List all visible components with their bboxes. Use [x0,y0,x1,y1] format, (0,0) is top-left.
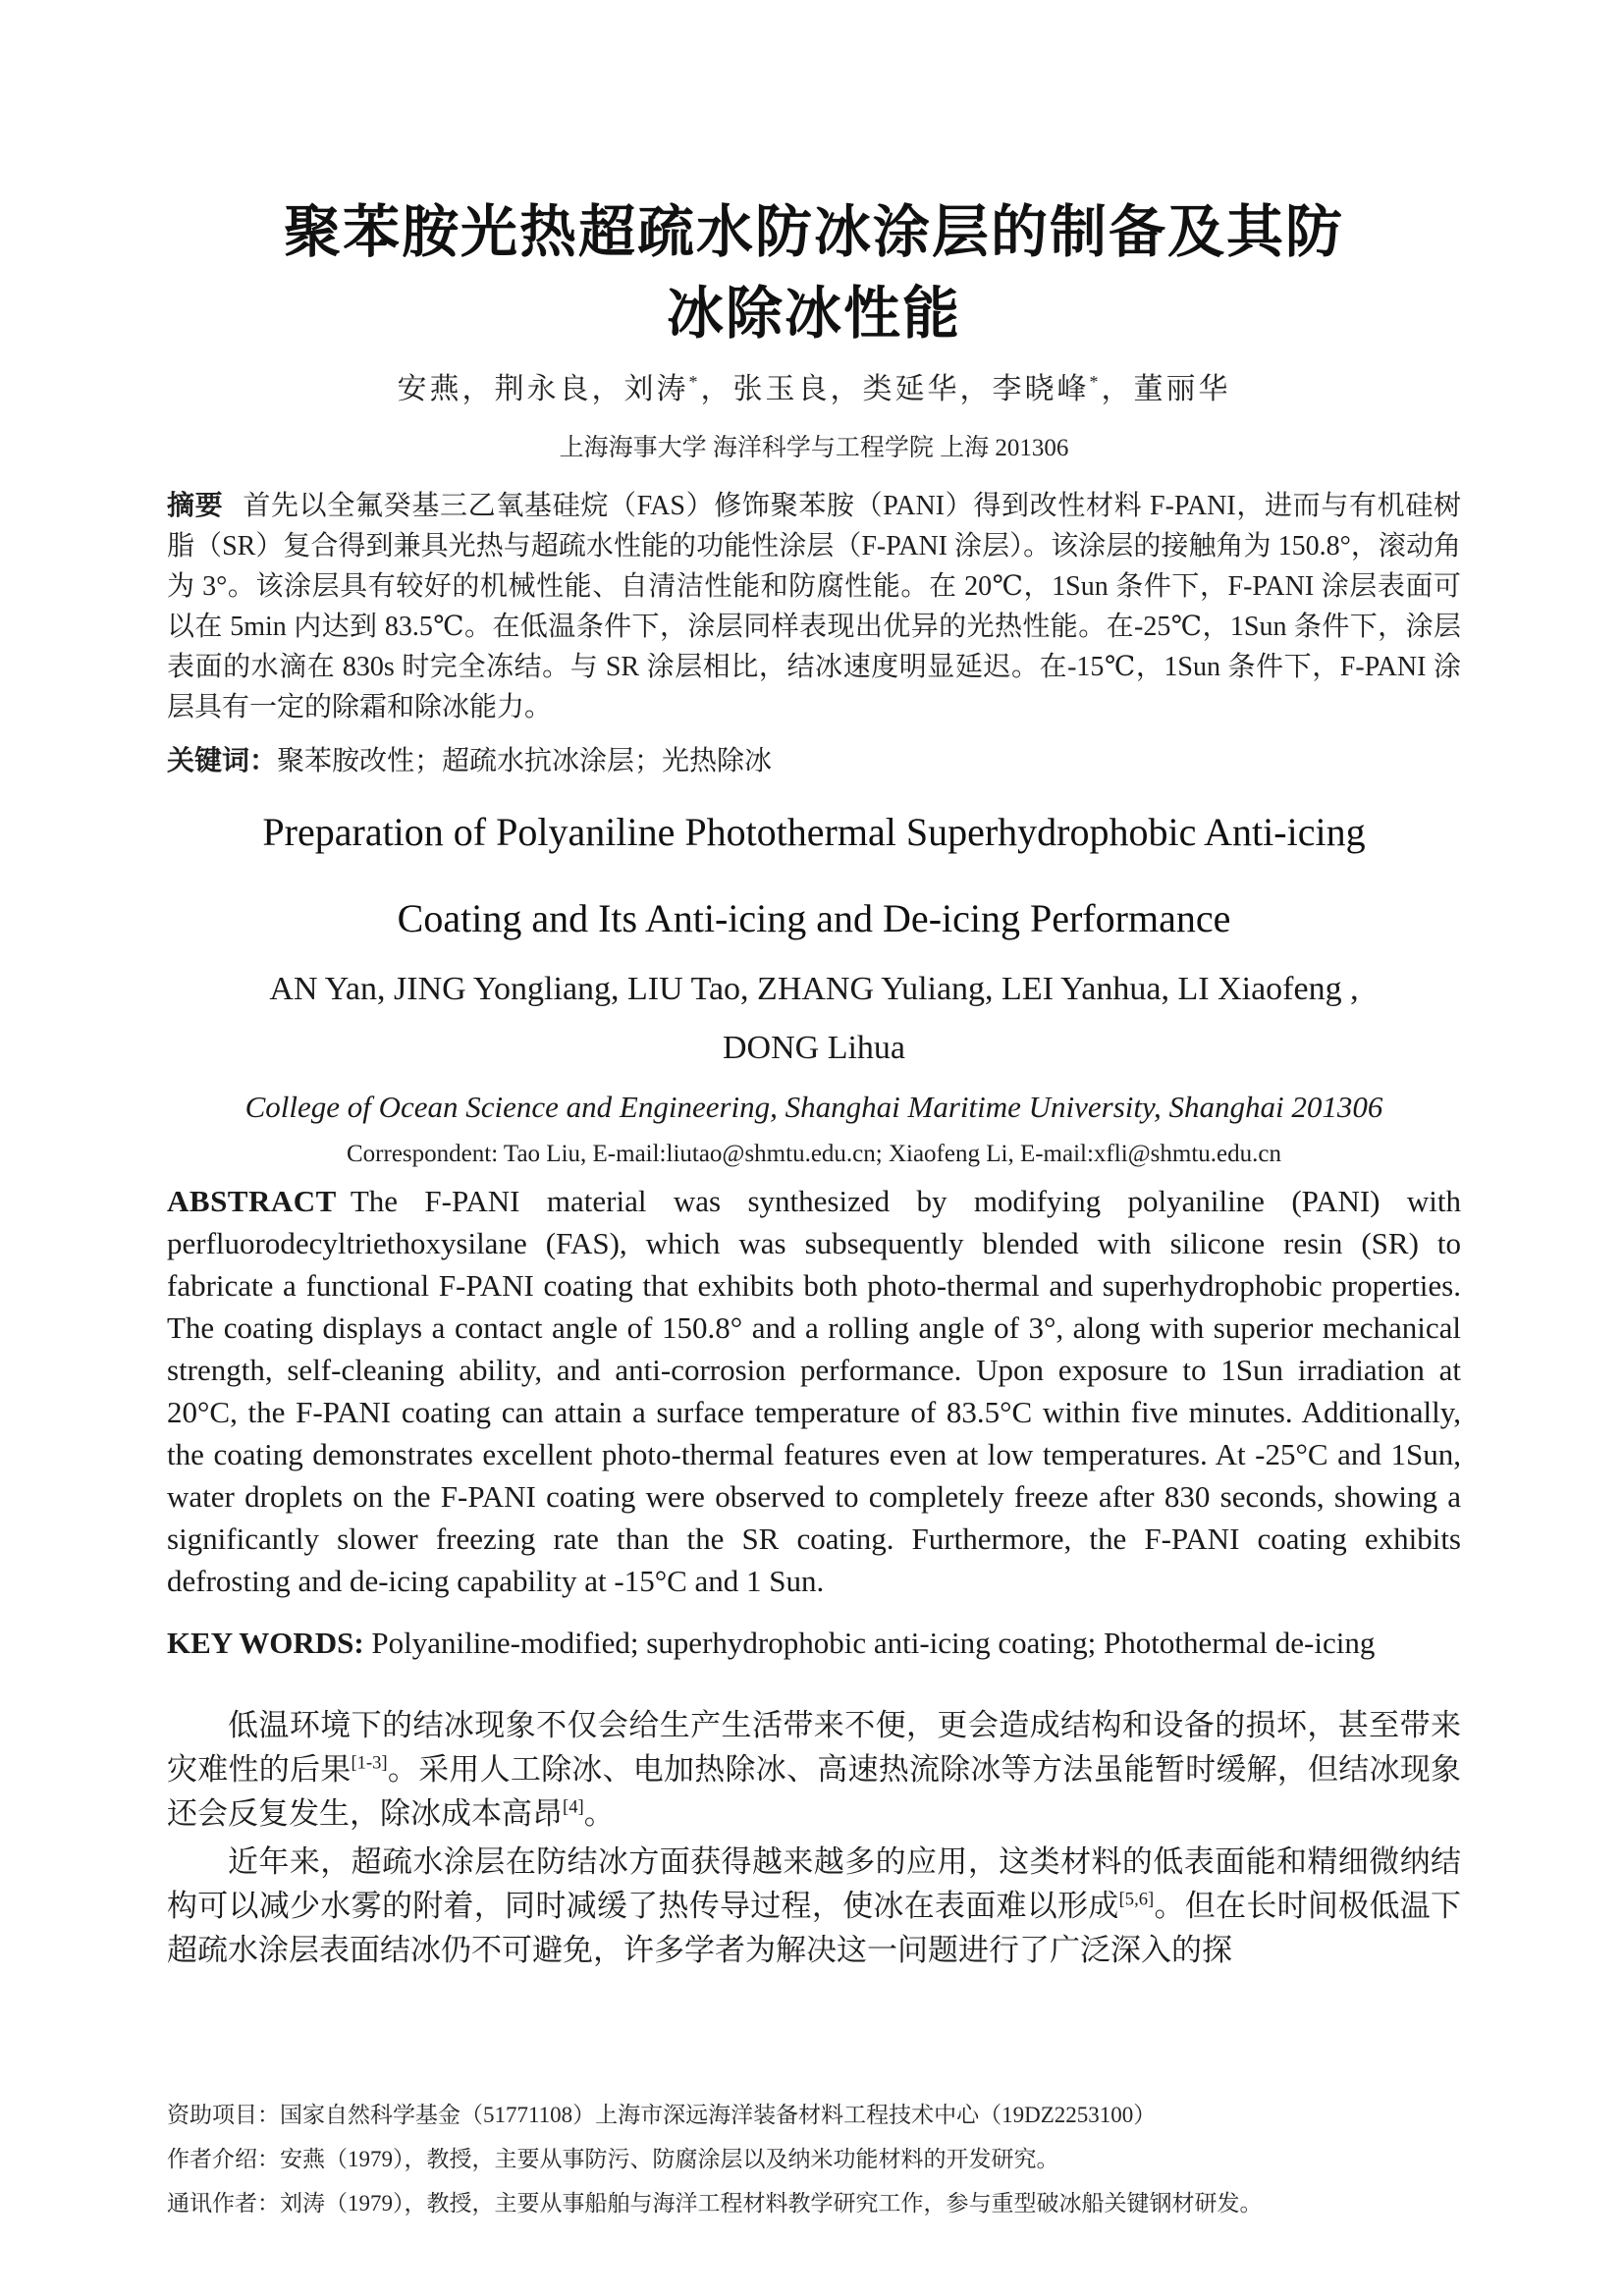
paper-title-en [167,807,1461,944]
footnote-corresponding-author: 通讯作者：刘涛（1979），教授，主要从事船舶与海洋工程材料教学研究工作，参与重型破冰船关键钢材研发。 [167,2191,1263,2216]
authors-en [167,968,1461,1070]
keywords-en [167,1622,1461,1664]
authors-cn: 安燕，荆永良，刘涛*，张玉良，类延华，李晓峰*，董丽华 [397,372,1231,405]
keywords-cn-label: 关键词： [167,746,278,776]
authors-en-line2: DONG Lihua [722,1030,906,1066]
footnote-author-bio: 作者介绍：安燕（1979），教授，主要从事防污、防腐涂层以及纳米功能材料的开发研究。 [167,2147,1059,2171]
keywords-en-text: Polyaniline-modified; superhydrophobic anti-icing coating; Photothermal de-icing [371,1626,1376,1660]
keywords-en-label: KEY WORDS: [167,1626,364,1660]
abstract-en [167,1180,1461,1602]
authors-en-line1: AN Yan, JING Yongliang, LIU Tao, ZHANG Yuliang, LEI Yanhua, LI Xiaofeng , [269,971,1359,1007]
title-cn-line2: 冰除冰性能 [666,282,961,346]
title-en-line1: Preparation of Polyaniline Photothermal Superhydrophobic Anti-icing [262,810,1366,854]
keywords-cn-text: 聚苯胺改性；超疏水抗冰涂层；光热除冰 [277,746,773,776]
affiliation-cn: 上海海事大学 海洋科学与工程学院 上海 201306 [559,435,1069,461]
keywords-cn [167,741,1461,781]
abstract-cn-label: 摘要 [167,491,224,521]
paper-title-cn [167,191,1461,354]
abstract-en-text: The F-PANI material was synthesized by modifying polyaniline (PANI) with perfluorodecyltriethoxysilane (FAS), which was subsequently blended with silicone resin (SR) to fabricate a functional F-PANI coating that exhibits both photo-thermal and superhydrophobic properties. The coating displays a contact angle of 150.8° and a rolling angle of 3°, along with superior mechanical strength, self-cleaning ability, and anti-corrosion performance. Upon exposure to 1Sun irradiation at 20°C, the F-PANI coating can attain a surface temperature of 83.5°C within five minutes. Additionally, the coating demonstrates excellent photo-thermal features even at low temperatures. At -25°C and 1Sun, water droplets on the F-PANI coating were observed to completely freeze after 830 seconds, showing a significantly slower freezing rate than the SR coating. Furthermore, the F-PANI coating exhibits defrosting and de-icing capability at -15°C and 1 Sun. [167,1184,1461,1598]
title-en-line2: Coating and Its Anti-icing and De-icing Performance [397,896,1231,940]
footnote-funding: 资助项目：国家自然科学基金（51771108）上海市深远海洋装备材料工程技术中心（19DZ2253100） [167,2103,1157,2127]
title-cn-line1: 聚苯胺光热超疏水防冰涂层的制备及其防 [283,200,1344,264]
affiliation-en: College of Ocean Science and Engineering, Shanghai Maritime University, Shanghai 201306 [244,1090,1383,1124]
body-paragraph-2: 近年来，超疏水涂层在防结冰方面获得越来越多的应用，这类材料的低表面能和精细微纳结构可以减少水雾的附着，同时减缓了热传导过程，使冰在表面难以形成[5,6]。但在长时间极低温下超疏水涂层表面结冰仍不可避免，许多学者为解决这一问题进行了广泛深入的探 [167,1844,1462,1967]
correspondent-line: Correspondent: Tao Liu, E-mail:liutao@shmtu.edu.cn; Xiaofeng Li, E-mail:xfli@shmtu.edu.cn [347,1141,1281,1167]
abstract-cn [167,486,1461,727]
body-paragraph-1: 低温环境下的结冰现象不仅会给生产生活带来不便，更会造成结构和设备的损坏，甚至带来灾难性的后果[1-3]。采用人工除冰、电加热除冰、高速热流除冰等方法虽能暂时缓解，但结冰现象还会反复发生，除冰成本高昂[4]。 [167,1708,1462,1831]
footnotes [167,2093,1461,2225]
abstract-en-label: ABSTRACT [167,1184,337,1218]
abstract-cn-text: 首先以全氟癸基三乙氧基硅烷（FAS）修饰聚苯胺（PANI）得到改性材料 F-PANI，进而与有机硅树脂（SR）复合得到兼具光热与超疏水性能的功能性涂层（F-PANI 涂层）。该涂层的接触角为 150.8°，滚动角为 3°。该涂层具有较好的机械性能、自清洁性能和防腐性能。在 20℃，1Sun 条件下，F-PANI 涂层表面可以在 5min 内达到 83.5℃。在低温条件下，涂层同样表现出优异的光热性能。在-25℃，1Sun 条件下，涂层表面的水滴在 830s 时完全冻结。与 SR 涂层相比，结冰速度明显延迟。在-15℃，1Sun 条件下，F-PANI 涂层具有一定的除霜和除冰能力。 [167,491,1461,722]
